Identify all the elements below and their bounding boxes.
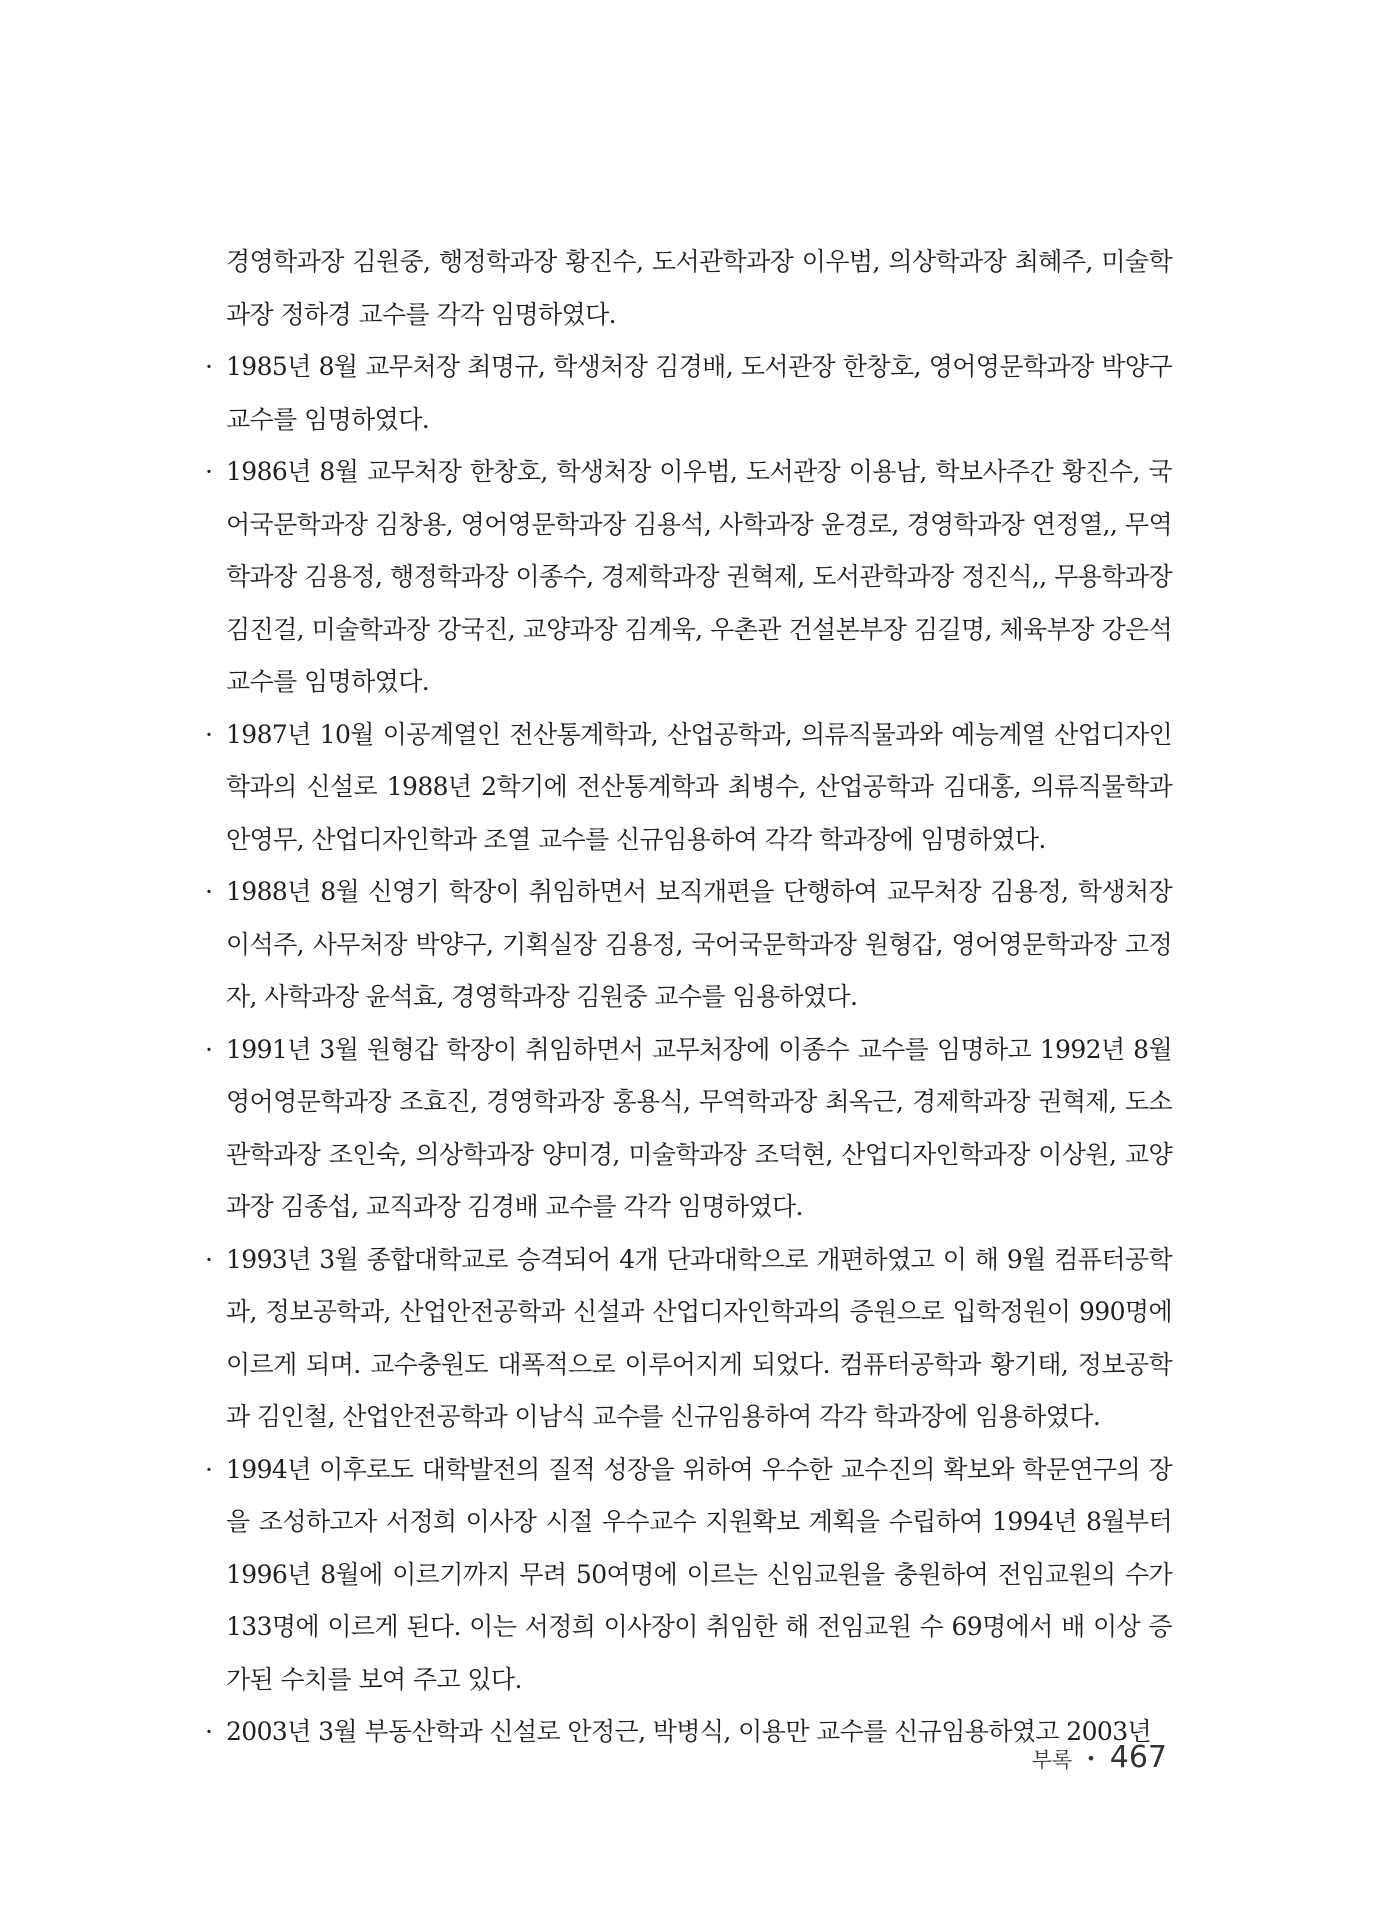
paragraph-text: 1993년 3월 종합대학교로 승격되어 4개 단과대학으로 개편하였고 이 해 9월 컴퓨터공학과, 정보공학과, 산업안전공학과 신설과 산업디자인학과의 증원으로 입학정원이 990명에 이르게 되며. 교수충원도 대폭적으로 이루어지게 되었다. 컴퓨터공학과 황기태, 정보공학과 김인철, 산업안전공학과 이남식 교수를 신규임용하여 각각 학과장에 임용하였다. [226,1244,1172,1431]
bullet: · [205,877,213,906]
paragraph [205,446,1172,709]
body-text [205,236,1172,1759]
bullet: · [205,1454,213,1484]
page-footer [1032,1740,1167,1775]
bullet: · [205,352,213,381]
bullet: · [205,1244,213,1274]
section-label: 부록 [1031,1748,1073,1772]
paragraph [205,1706,1172,1759]
paragraph [205,341,1172,446]
paragraph-text: 1986년 8월 교무처장 한창호, 학생처장 이우범, 도서관장 이용남, 학보사주간 황진수, 국어국문학과장 김창용, 영어영문학과장 김용석, 사학과장 윤경로, 경영학과장 연정열,, 무역학과장 김용정, 행정학과장 이종수, 경제학과장 권혁제, 도서관학과장 정진식,, 무용학과장 김진걸, 미술학과장 강국진, 교양과장 김계욱, 우촌관 건설본부장 김길명, 체육부장 강은석 교수를 임명하였다. [226,457,1172,696]
paragraph [205,709,1172,867]
paragraph [205,1444,1172,1707]
paragraph-text: 1991년 3월 원형갑 학장이 취임하면서 교무처장에 이종수 교수를 임명하고 1992년 8월 영어영문학과장 조효진, 경영학과장 홍용식, 무역학과장 최옥근, 경제학과장 권혁제, 도소관학과장 조인숙, 의상학과장 양미경, 미술학과장 조덕현, 산업디자인학과장 이상원, 교양과장 김종섭, 교직과장 김경배 교수를 각각 임명하였다. [226,1034,1172,1221]
paragraph-text: 1988년 8월 신영기 학장이 취임하면서 보직개편을 단행하여 교무처장 김용정, 학생처장 이석주, 사무처장 박양구, 기획실장 김용정, 국어국문학과장 원형갑, 영어영문학과장 고정자, 사학과장 윤석효, 경영학과장 김원중 교수를 임용하였다. [226,877,1172,1011]
paragraph [205,236,1172,341]
paragraph-text: 1985년 8월 교무처장 최명규, 학생처장 김경배, 도서관장 한창호, 영어영문학과장 박양구 교수를 임명하였다. [226,352,1172,434]
paragraph-text: 1994년 이후로도 대학발전의 질적 성장을 위하여 우수한 교수진의 확보와 학문연구의 장을 조성하고자 서정희 이사장 시절 우수교수 지원확보 계획을 수립하여 1994년 8월부터 1996년 8월에 이르기까지 무려 50여명에 이르는 신임교원을 충원하여 전임교원의 수가 133명에 이르게 된다. 이는 서정희 이사장이 취임한 해 전임교원 수 69명에서 배 이상 증가된 수치를 보여 주고 있다. [226,1454,1172,1694]
page-number: 467 [1109,1740,1167,1775]
bullet: · [205,1717,213,1746]
bullet: · [205,719,213,749]
separator-dot-icon: • [1086,1749,1096,1768]
paragraph-text: 2003년 3월 부동산학과 신설로 안정근, 박병식, 이용만 교수를 신규임용하였고 2003년 [226,1717,1152,1746]
bullet: · [205,457,213,486]
paragraph [205,1024,1172,1234]
bullet: · [205,1034,213,1064]
paragraph [205,866,1172,1024]
paragraph-text: 경영학과장 김원중, 행정학과장 황진수, 도서관학과장 이우범, 의상학과장 최혜주, 미술학과장 정하경 교수를 각각 임명하였다. [226,247,1172,329]
paragraph-text: 1987년 10월 이공계열인 전산통계학과, 산업공학과, 의류직물과와 예능계열 산업디자인학과의 신설로 1988년 2학기에 전산통계학과 최병수, 산업공학과 김대홍, 의류직물학과 안영무, 산업디자인학과 조열 교수를 신규임용하여 각각 학과장에 임명하였다. [226,719,1172,854]
paragraph [205,1234,1172,1444]
